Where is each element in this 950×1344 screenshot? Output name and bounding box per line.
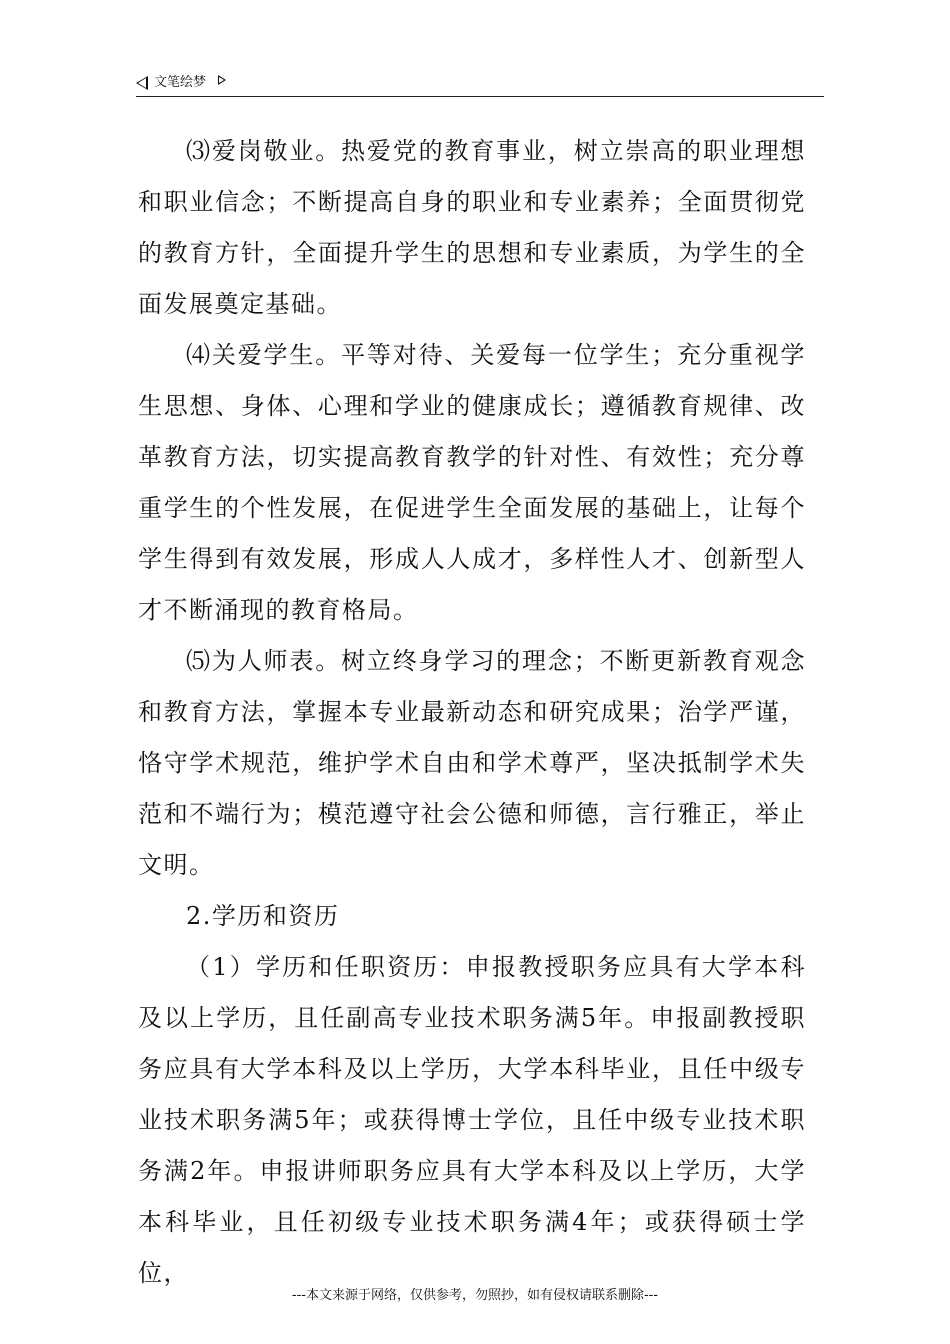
triangle-left-icon [136,76,148,90]
paragraph-role-model: ⑸为人师表。树立终身学习的理念；不断更新教育观念和教育方法，掌握本专业最新动态和研究成果；治学严谨，恪守学术规范，维护学术自由和学术尊严，坚决抵制学术失范和不端行为；模范遵守社会公德和师德，言行雅正，举止文明。 [138,647,806,879]
section-heading-education: 2.学历和资历 [186,902,340,930]
header-brand-text: 文笔绘梦 [154,75,207,90]
paragraph-education-requirements: （1）学历和任职资历：申报教授职务应具有大学本科及以上学历，且任副高专业技术职务满5年。申报副教授职务应具有大学本科及以上学历，大学本科毕业，且任中级专业技术职务满5年；或获得博士学位，且任中级专业技术职务满2年。申报讲师职务应具有大学本科及以上学历，大学本科毕业，且任初级专业技术职务满4年；或获得硕士学位， [138,953,806,1287]
triangle-right-icon [218,75,226,85]
paragraph-care-for-students: ⑷关爱学生。平等对待、关爱每一位学生；充分重视学生思想、身体、心理和学业的健康成长；遵循教育规律、改革教育方法，切实提高教育教学的针对性、有效性；充分尊重学生的个性发展，在促进学生全面发展的基础上，让每个学生得到有效发展，形成人人成才，多样性人才、创新型人才不断涌现的教育格局。 [138,341,806,624]
document-body [138,126,806,1299]
page-header [136,74,824,97]
page-footer-disclaimer: ---本文来源于网络，仅供参考，勿照抄，如有侵权请联系删除--- [291,1288,659,1303]
header-brand [136,74,226,92]
paragraph-dedication: ⑶爱岗敬业。热爱党的教育事业，树立崇高的职业理想和职业信念；不断提高自身的职业和专业素养；全面贯彻党的教育方针，全面提升学生的思想和专业素质，为学生的全面发展奠定基础。 [138,137,806,318]
